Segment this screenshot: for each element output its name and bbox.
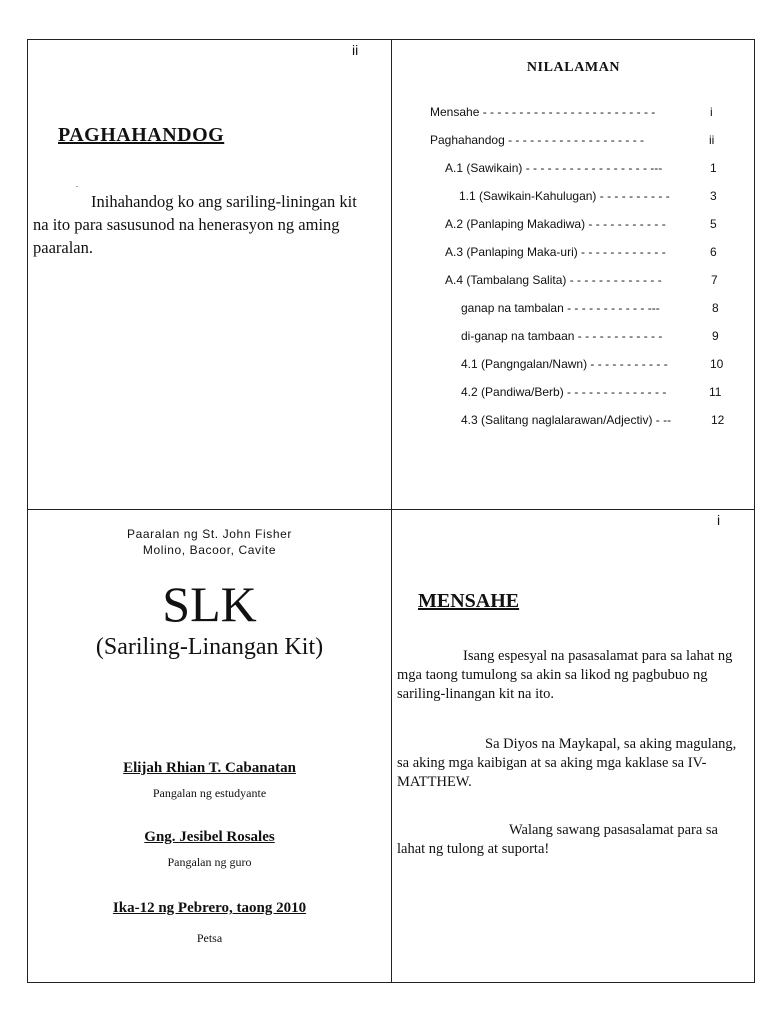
toc-label: A.4 (Tambalang Salita) - - - - - - - - - - - - - [445,273,662,287]
message-paragraph-1 [397,647,742,704]
school-info [28,526,391,558]
toc-label: di-ganap na tambaan - - - - - - - - - - - - [461,329,663,343]
toc-label: A.1 (Sawikain) - - - - - - - - - - - - - - - - - --- [445,161,663,175]
toc-label: Paghahandog - - - - - - - - - - - - - - - - - - - [430,133,645,147]
toc-entry [430,132,750,148]
toc-page: 10 [710,357,724,371]
toc-label: 4.1 (Pangngalan/Nawn) - - - - - - - - - - - [461,357,668,371]
dedication-body: Inihahandog ko ang sariling-liningan kit na ito para sasusunod na henerasyon ng aming paaralan. [33,192,357,257]
toc-entry [461,384,750,400]
cover-section [28,510,391,984]
toc-page: 12 [711,413,725,427]
message-paragraph-3 [397,821,742,859]
toc-label: 4.2 (Pandiwa/Berb) - - - - - - - - - - - - - - [461,385,667,399]
teacher-caption: Pangalan ng guro [167,855,252,869]
student-name: Elijah Rhian T. Cabanatan [123,760,296,776]
toc-entry [445,160,750,176]
toc-entry [461,412,750,428]
toc-entry [430,104,750,120]
mensahe-section [392,510,755,984]
toc-page: ii [709,133,715,147]
toc-entry [461,300,750,316]
section-title: NILALAMAN [526,60,621,75]
toc-page: 5 [710,217,717,231]
toc-label: 4.3 (Salitang naglalarawan/Adjectiv) - -- [461,413,672,427]
cover-subtitle: (Sariling-Linangan Kit) [95,634,324,660]
document-grid [27,39,755,983]
toc-label: 1.1 (Sawikain-Kahulugan) - - - - - - - - - - [459,189,670,203]
page-number: ii [352,42,359,58]
dedication-text [33,190,373,259]
toc-page: 11 [709,385,722,399]
toc-entry [445,244,750,260]
page-number: i [717,512,721,528]
toc-entry [461,356,750,372]
toc-label: A.2 (Panlaping Makadiwa) - - - - - - - - - - - [445,217,666,231]
toc-entry [445,272,750,288]
toc-page: 9 [712,329,719,343]
date-text: Ika-12 ng Pebrero, taong 2010 [112,900,307,916]
toc-entry [459,188,750,204]
toc-label: A.3 (Panlaping Maka-uri) - - - - - - - - - - - - [445,245,666,259]
toc-entry [445,216,750,232]
cover-title: SLK [162,576,257,632]
paragraph-text: Walang sawang pasasalamat para sa lahat ng tulong at suporta! [397,822,718,857]
toc-page: 7 [711,273,718,287]
school-name: Paaralan ng St. John Fisher [127,527,292,541]
toc-label: ganap na tambalan - - - - - - - - - - - --- [461,301,660,315]
toc-label: Mensahe - - - - - - - - - - - - - - - - - - - - - - - - [430,105,656,119]
toc-page: 1 [710,161,717,175]
student-caption: Pangalan ng estudyante [152,786,267,800]
date-caption: Petsa [196,931,223,945]
paragraph-text: Sa Diyos na Maykapal, sa aking magulang, sa aking mga kaibigan at sa aking mga kaklase sa IV-MATTHEW. [397,736,737,790]
section-title: MENSAHE [418,590,520,612]
section-title: PAGHAHANDOG [58,124,225,146]
toc-page: 3 [710,189,717,203]
message-paragraph-2 [397,735,742,792]
school-address: Molino, Bacoor, Cavite [142,543,277,557]
toc-page: i [710,105,713,119]
nilalaman-section [392,40,755,509]
stray-dot: . [76,180,78,189]
paghahandog-section [28,40,391,509]
toc-page: 8 [712,301,719,315]
teacher-name: Gng. Jesibel Rosales [144,829,275,845]
toc-entry [461,328,750,344]
toc-page: 6 [710,245,717,259]
paragraph-text: Isang espesyal na pasasalamat para sa lahat ng mga taong tumulong sa akin sa likod ng pagbubuo ng sariling-linangan kit na ito. [397,648,733,702]
